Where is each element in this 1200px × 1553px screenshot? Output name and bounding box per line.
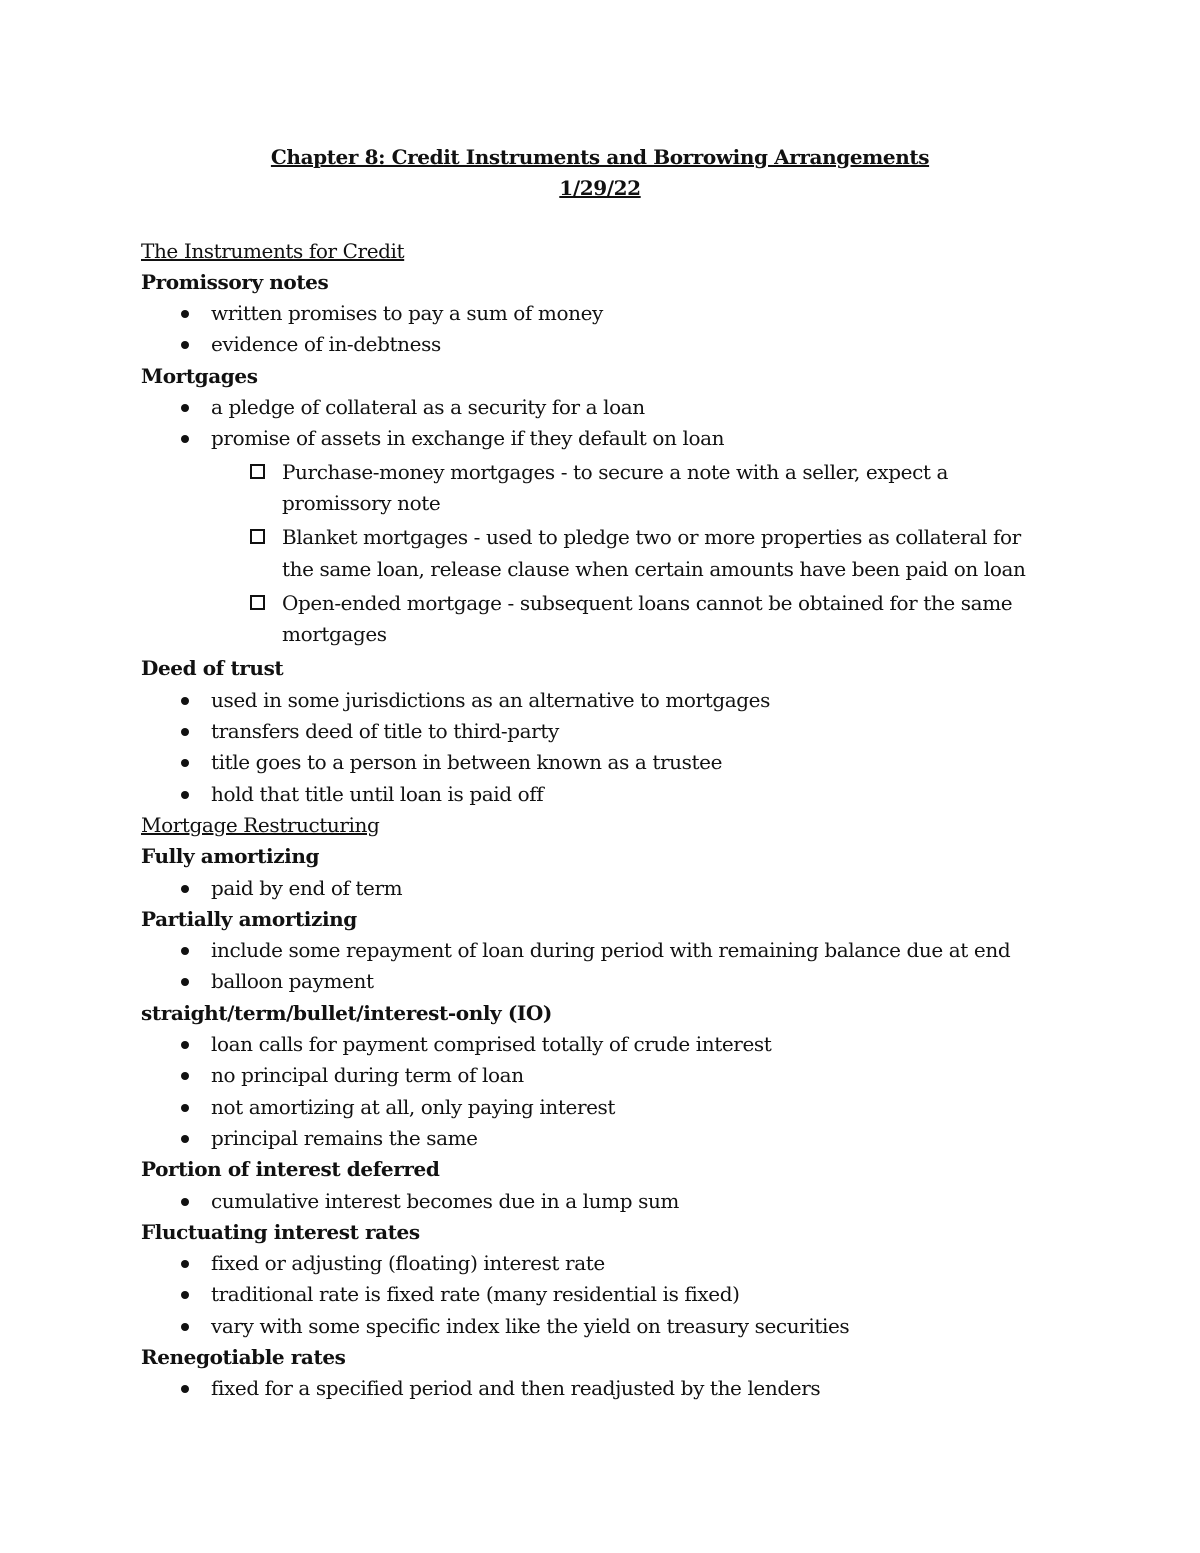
topic-heading-fully: Fully amortizing bbox=[141, 844, 320, 869]
checkbox-item bbox=[141, 588, 1041, 651]
list-item: loan calls for payment comprised totally of crude interest bbox=[141, 1029, 1041, 1060]
list-item: paid by end of term bbox=[141, 873, 1041, 904]
list-item: title goes to a person in between known as a trustee bbox=[141, 747, 1041, 778]
checkbox-item-text: Blanket mortgages - used to pledge two or more properties as collateral for the same loan, release clause when certain amounts have been paid on loan bbox=[282, 525, 1026, 581]
list-item: not amortizing at all, only paying interest bbox=[141, 1092, 1041, 1123]
topic-heading-partially: Partially amortizing bbox=[141, 906, 357, 931]
list-item: promise of assets in exchange if they default on loan bbox=[141, 423, 1041, 454]
checkbox-item-text: Open-ended mortgage - subsequent loans cannot be obtained for the same mortgages bbox=[282, 590, 1013, 647]
topic-heading-deferred: Portion of interest deferred bbox=[141, 1157, 440, 1182]
topic-heading-deed: Deed of trust bbox=[141, 656, 284, 681]
section-heading-restructuring: Mortgage Restructuring bbox=[141, 812, 380, 837]
list-item: no principal during term of loan bbox=[141, 1060, 1041, 1091]
document-content bbox=[141, 142, 1041, 1405]
checkbox-icon bbox=[250, 595, 265, 610]
list-item: written promises to pay a sum of money bbox=[141, 298, 1041, 329]
topic-heading-promissory: Promissory notes bbox=[141, 269, 329, 294]
page-title: Chapter 8: Credit Instruments and Borrowing Arrangements bbox=[270, 145, 930, 169]
checkbox-icon bbox=[250, 529, 265, 544]
topic-heading-mortgages: Mortgages bbox=[141, 363, 258, 388]
list-item: a pledge of collateral as a security for a loan bbox=[141, 392, 1041, 423]
list-item: fixed for a specified period and then readjusted by the lenders bbox=[141, 1373, 1041, 1404]
list-item: transfers deed of title to third-party bbox=[141, 716, 1041, 747]
list-item: vary with some specific index like the yield on treasury securities bbox=[141, 1311, 1041, 1342]
list-item: hold that title until loan is paid off bbox=[141, 779, 1041, 810]
checkbox-item-text: Purchase-money mortgages - to secure a note with a seller, expect a promissory note bbox=[282, 459, 949, 515]
checkbox-icon bbox=[250, 464, 265, 479]
list-item: include some repayment of loan during period with remaining balance due at end bbox=[141, 935, 1041, 966]
list-item: evidence of in-debtness bbox=[141, 329, 1041, 360]
checkbox-item bbox=[141, 522, 1041, 585]
page-date: 1/29/22 bbox=[559, 176, 641, 201]
list-item: cumulative interest becomes due in a lump sum bbox=[141, 1186, 1041, 1217]
list-item: principal remains the same bbox=[141, 1123, 1041, 1154]
list-item: traditional rate is fixed rate (many residential is fixed) bbox=[141, 1279, 1041, 1310]
topic-heading-straight: straight/term/bullet/interest-only (IO) bbox=[141, 1000, 552, 1025]
section-heading-instruments: The Instruments for Credit bbox=[141, 238, 405, 263]
list-item: used in some jurisdictions as an alternative to mortgages bbox=[141, 685, 1041, 716]
topic-heading-renegotiable: Renegotiable rates bbox=[141, 1344, 346, 1369]
checkbox-item bbox=[141, 457, 1041, 520]
topic-heading-fluctuating: Fluctuating interest rates bbox=[141, 1219, 420, 1244]
list-item: fixed or adjusting (floating) interest rate bbox=[141, 1248, 1041, 1279]
list-item: balloon payment bbox=[141, 966, 1041, 997]
